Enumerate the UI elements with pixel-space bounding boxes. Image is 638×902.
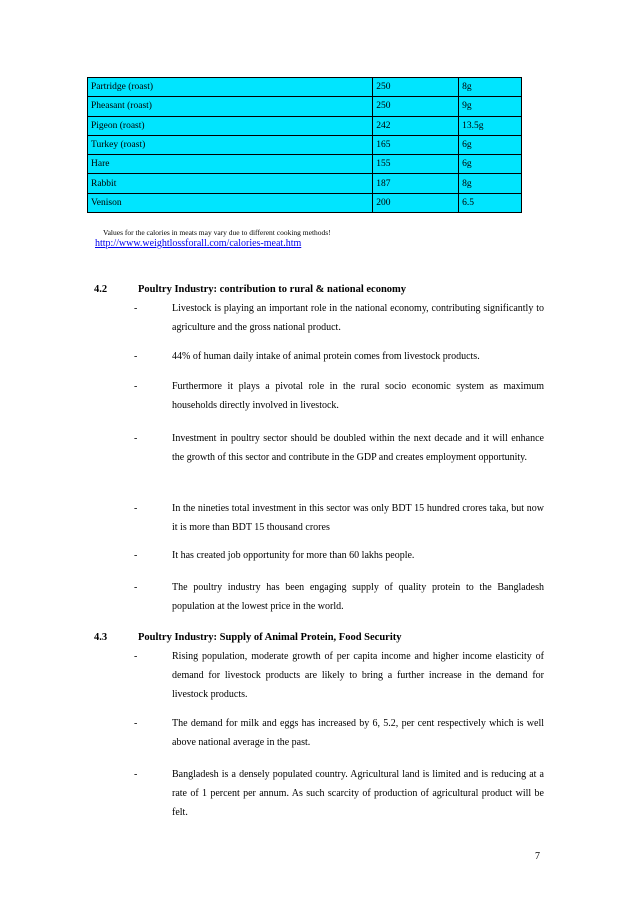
section-title: Poultry Industry: Supply of Animal Protein, Food Security — [138, 632, 402, 643]
table-row — [88, 116, 522, 135]
table-cell-name: Pigeon (roast) — [88, 116, 373, 135]
bullet-dash: - — [134, 351, 138, 362]
list-item-text: Livestock is playing an important role in the national economy, contributing significantly to agriculture and the gross national product. — [172, 303, 544, 333]
table-cell-calories: 242 — [373, 116, 459, 135]
table-cell-calories: 165 — [373, 135, 459, 154]
table-cell-calories: 250 — [373, 78, 459, 97]
table-cell-name: Partridge (roast) — [88, 78, 373, 97]
meat-calories-table — [87, 77, 522, 213]
table-cell-protein: 8g — [459, 78, 522, 97]
list-item-text: It has created job opportunity for more than 60 lakhs people. — [172, 550, 415, 561]
bullet-dash: - — [134, 433, 138, 444]
table-footnote: Values for the calories in meats may vary due to different cooking methods! — [103, 228, 331, 237]
table-cell-protein: 6g — [459, 155, 522, 174]
list-item-text: The poultry industry has been engaging supply of quality protein to the Bangladesh population at the lowest price in the world. — [172, 582, 544, 612]
table-cell-calories: 200 — [373, 193, 459, 212]
table-row — [88, 155, 522, 174]
table-row — [88, 97, 522, 116]
list-item-text: In the nineties total investment in this sector was only BDT 15 hundred crores taka, but now it is more than BDT 15 thousand crores — [172, 503, 544, 533]
bullet-dash: - — [134, 651, 138, 662]
section-number: 4.2 — [94, 284, 108, 295]
table-cell-protein: 9g — [459, 97, 522, 116]
table-row — [88, 78, 522, 97]
list-item-text: Rising population, moderate growth of per capita income and higher income elasticity of demand for livestock products are likely to bring a further increase in the demand for livestock products. — [172, 651, 544, 700]
source-link[interactable]: http://www.weightlossforall.com/calories-meat.htm — [95, 238, 302, 249]
list-item-text: The demand for milk and eggs has increased by 6, 5.2, per cent respectively which is well above national average in the past. — [172, 718, 544, 748]
bullet-dash: - — [134, 582, 138, 593]
table-cell-name: Turkey (roast) — [88, 135, 373, 154]
table-cell-name: Pheasant (roast) — [88, 97, 373, 116]
bullet-dash: - — [134, 503, 138, 514]
bullet-dash: - — [134, 769, 138, 780]
table-cell-protein: 6.5 — [459, 193, 522, 212]
table-cell-calories: 187 — [373, 174, 459, 193]
list-item-text: 44% of human daily intake of animal protein comes from livestock products. — [172, 351, 480, 362]
table-cell-protein: 8g — [459, 174, 522, 193]
bullet-dash: - — [134, 381, 138, 392]
bullet-dash: - — [134, 550, 138, 561]
list-item-text: Investment in poultry sector should be doubled within the next decade and it will enhance the growth of this sector and contribute in the GDP and creates employment opportunity. — [172, 433, 544, 463]
table-cell-calories: 155 — [373, 155, 459, 174]
page-number: 7 — [535, 851, 540, 862]
table-row — [88, 135, 522, 154]
table-row — [88, 174, 522, 193]
list-item-text: Bangladesh is a densely populated country. Agricultural land is limited and is reducing at a rate of 1 percent per annum. As such scarcity of production of agricultural product will be felt. — [172, 769, 544, 818]
bullet-dash: - — [134, 718, 138, 729]
table-cell-name: Venison — [88, 193, 373, 212]
table-cell-protein: 13.5g — [459, 116, 522, 135]
table-cell-name: Rabbit — [88, 174, 373, 193]
table-cell-protein: 6g — [459, 135, 522, 154]
table-cell-calories: 250 — [373, 97, 459, 116]
table-row — [88, 193, 522, 212]
table-cell-name: Hare — [88, 155, 373, 174]
list-item-text: Furthermore it plays a pivotal role in the rural socio economic system as maximum households directly involved in livestock. — [172, 381, 544, 411]
section-number: 4.3 — [94, 632, 108, 643]
bullet-dash: - — [134, 303, 138, 314]
section-title: Poultry Industry: contribution to rural & national economy — [138, 284, 407, 295]
